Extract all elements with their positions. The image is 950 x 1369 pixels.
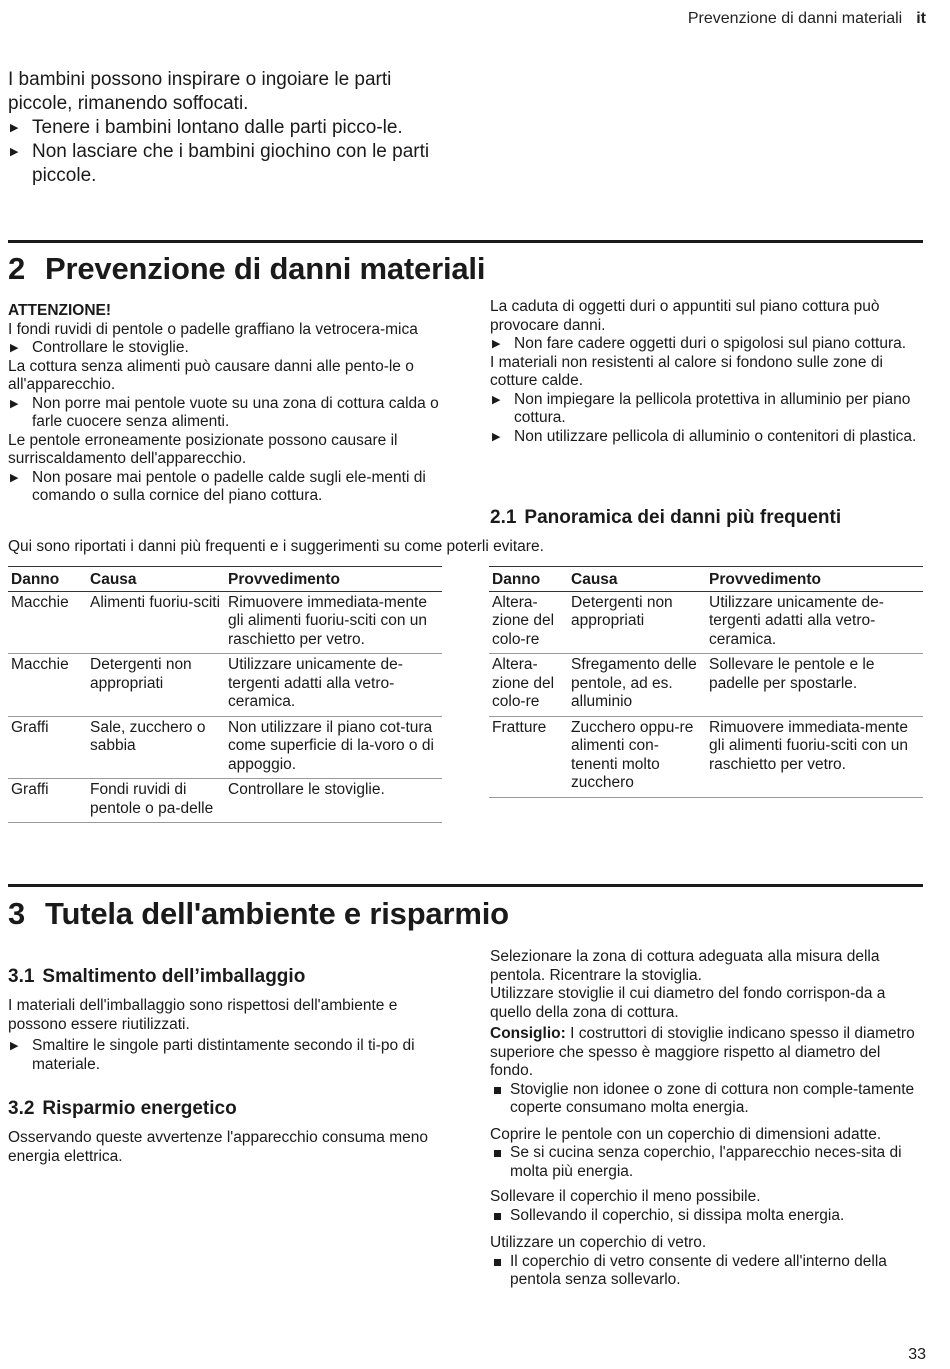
- attention-label: ATTENZIONE!: [8, 302, 112, 319]
- bullet-item: ▶ Non fare cadere oggetti duri o spigolosi sul piano cottura.: [492, 335, 907, 352]
- tip-paragraph: Consiglio: I costruttori di stoviglie indicano spesso il diametro superiore che spesso è maggiore rispetto al diametro del fondo.: [490, 1025, 915, 1079]
- triangle-bullet-icon: ▶: [492, 430, 501, 443]
- bullet-item: ▶ Non porre mai pentole vuote su una zona di cottura calda o farle cuocere senza alimenti.: [10, 394, 439, 430]
- square-bullet-icon: [494, 1213, 501, 1220]
- table-row: Macchie Alimenti fuoriu-sciti Rimuovere immediata-mente gli alimenti fuoriu-sciti con un raschietto per vetro.: [8, 591, 442, 654]
- paragraph: Utilizzare stoviglie il cui diametro del fondo corrispon-da a quello della zona di cottura.: [490, 985, 886, 1021]
- paragraph: Le pentole erroneamente posizionate possono causare il surriscaldamento dell'apparecchio.: [8, 431, 398, 467]
- table-row: Fratture Zucchero oppu-re alimenti con-tenenti molto zucchero Rimuovere immediata-mente gli alimenti fuoriu-sciti con un raschietto per vetro.: [489, 716, 923, 797]
- square-bullet-item: Sollevando il coperchio, si dissipa molta energia.: [490, 1207, 922, 1226]
- square-bullet-item: Se si cucina senza coperchio, l'apparecchio neces-sita di molta più energia.: [490, 1144, 922, 1181]
- bullet-item: ▶ Non utilizzare pellicola di alluminio o contenitori di plastica.: [492, 427, 917, 445]
- subsection-3-1-heading: 3.1 Smaltimento dell’imballaggio: [8, 966, 306, 987]
- section-2-left-column: [8, 302, 443, 506]
- section-divider: [8, 884, 923, 887]
- section-divider: [8, 240, 923, 243]
- square-bullet-icon: [494, 1259, 501, 1266]
- table-row: Macchie Detergenti non appropriati Utilizzare unicamente de-tergenti adatti alla vetro-ceramica.: [8, 654, 442, 717]
- tip-label: Consiglio:: [490, 1025, 566, 1042]
- triangle-bullet-icon: ▶: [10, 342, 19, 354]
- col-header-provvedimento: Provvedimento: [225, 567, 442, 592]
- intro-text: I bambini possono inspirare o ingoiare le parti piccole, rimanendo soffocati.: [8, 69, 392, 114]
- section-2-heading: 2 Prevenzione di danni materiali: [8, 251, 486, 286]
- paragraph: Coprire le pentole con un coperchio di dimensioni adatte.: [490, 1125, 882, 1143]
- damage-table-right: [489, 566, 923, 798]
- triangle-bullet-icon: ▶: [492, 338, 501, 350]
- running-header: [688, 10, 926, 28]
- triangle-bullet-icon: ▶: [10, 146, 19, 158]
- subsection-3-2-heading: 3.2 Risparmio energetico: [8, 1098, 237, 1119]
- col-header-causa: Causa: [568, 567, 706, 592]
- square-bullet-item: Stoviglie non idonee o zone di cottura non comple-tamente coperte consumano molta energia.: [490, 1081, 922, 1118]
- section-2-right-column: [490, 298, 922, 446]
- intro-bullet: ▶ Tenere i bambini lontano dalle parti picco-le.: [10, 117, 403, 138]
- table-row: Altera-zione del colo-re Sfregamento delle pentole, ad es. alluminio Sollevare le pentole e le padelle per spostarle.: [489, 654, 923, 717]
- paragraph: Utilizzare un coperchio di vetro.: [490, 1234, 707, 1251]
- table-row: Graffi Fondi ruvidi di pentole o pa-delle Controllare le stoviglie.: [8, 779, 442, 823]
- square-bullet-item: Il coperchio di vetro consente di vedere all'interno della pentola senza sollevarlo.: [490, 1253, 922, 1290]
- section-3-heading: 3 Tutela dell'ambiente e risparmio: [8, 896, 509, 931]
- triangle-bullet-icon: ▶: [492, 393, 501, 406]
- triangle-bullet-icon: ▶: [10, 471, 19, 484]
- page-number: 33: [908, 1346, 926, 1363]
- bullet-item: ▶ Non posare mai pentole o padelle calde sugli ele-menti di comando o sulla cornice del piano cottura.: [10, 468, 426, 504]
- intro-warning: [8, 68, 453, 188]
- header-language: it: [916, 10, 926, 27]
- triangle-bullet-icon: ▶: [10, 1040, 19, 1052]
- col-header-danno: Danno: [489, 567, 568, 592]
- table-header-row: [489, 567, 923, 592]
- table-intro: Qui sono riportati i danni più frequenti e i suggerimenti su come poterli evitare.: [8, 538, 544, 555]
- col-header-provvedimento: Provvedimento: [706, 567, 923, 592]
- triangle-bullet-icon: ▶: [10, 397, 19, 410]
- paragraph: Selezionare la zona di cottura adeguata alla misura della pentola. Ricentrare la stoviglia.: [490, 948, 880, 984]
- subsection-3-1-body: [8, 997, 443, 1074]
- triangle-bullet-icon: ▶: [10, 122, 19, 134]
- paragraph: Sollevare il coperchio il meno possibile.: [490, 1188, 761, 1205]
- table-row: Graffi Sale, zucchero o sabbia Non utilizzare il piano cot-tura come superficie di la-voro o di appoggio.: [8, 716, 442, 779]
- table-row: Altera-zione del colo-re Detergenti non appropriati Utilizzare unicamente de-tergenti adatti alla vetro-ceramica.: [489, 591, 923, 654]
- square-bullet-icon: [494, 1150, 501, 1157]
- header-title: Prevenzione di danni materiali: [687, 10, 903, 27]
- table-header-row: [8, 567, 442, 592]
- bullet-item: ▶ Non impiegare la pellicola protettiva in alluminio per piano cottura.: [492, 390, 911, 426]
- paragraph: La cottura senza alimenti può causare danni alle pento-le o all'apparecchio.: [8, 357, 414, 393]
- paragraph: I materiali non resistenti al calore si fondono sulle zone di cotture calde.: [490, 353, 883, 389]
- subsection-3-2-body: [8, 1129, 443, 1166]
- bullet-item: ▶ Smaltire le singole parti distintamente secondo il ti-po di materiale.: [10, 1037, 415, 1073]
- section-3-right-column: [490, 948, 922, 1290]
- intro-bullet: ▶ Non lasciare che i bambini giochino con le parti piccole.: [10, 141, 430, 186]
- bullet-item: ▶ Controllare le stoviglie.: [10, 339, 189, 356]
- paragraph: Osservando queste avvertenze l'apparecchio consuma meno energia elettrica.: [8, 1129, 428, 1165]
- paragraph: La caduta di oggetti duri o appuntiti sul piano cottura può provocare danni.: [490, 298, 880, 334]
- col-header-causa: Causa: [87, 567, 225, 592]
- damage-table-left: [8, 566, 442, 823]
- col-header-danno: Danno: [8, 567, 87, 592]
- paragraph: I fondi ruvidi di pentole o padelle graffiano la vetrocera-mica: [8, 320, 418, 338]
- subsection-2-1-heading: 2.1 Panoramica dei danni più frequenti: [490, 507, 842, 528]
- paragraph: I materiali dell'imballaggio sono rispettosi dell'ambiente e possono essere riutilizzati.: [8, 997, 398, 1033]
- square-bullet-icon: [494, 1087, 501, 1094]
